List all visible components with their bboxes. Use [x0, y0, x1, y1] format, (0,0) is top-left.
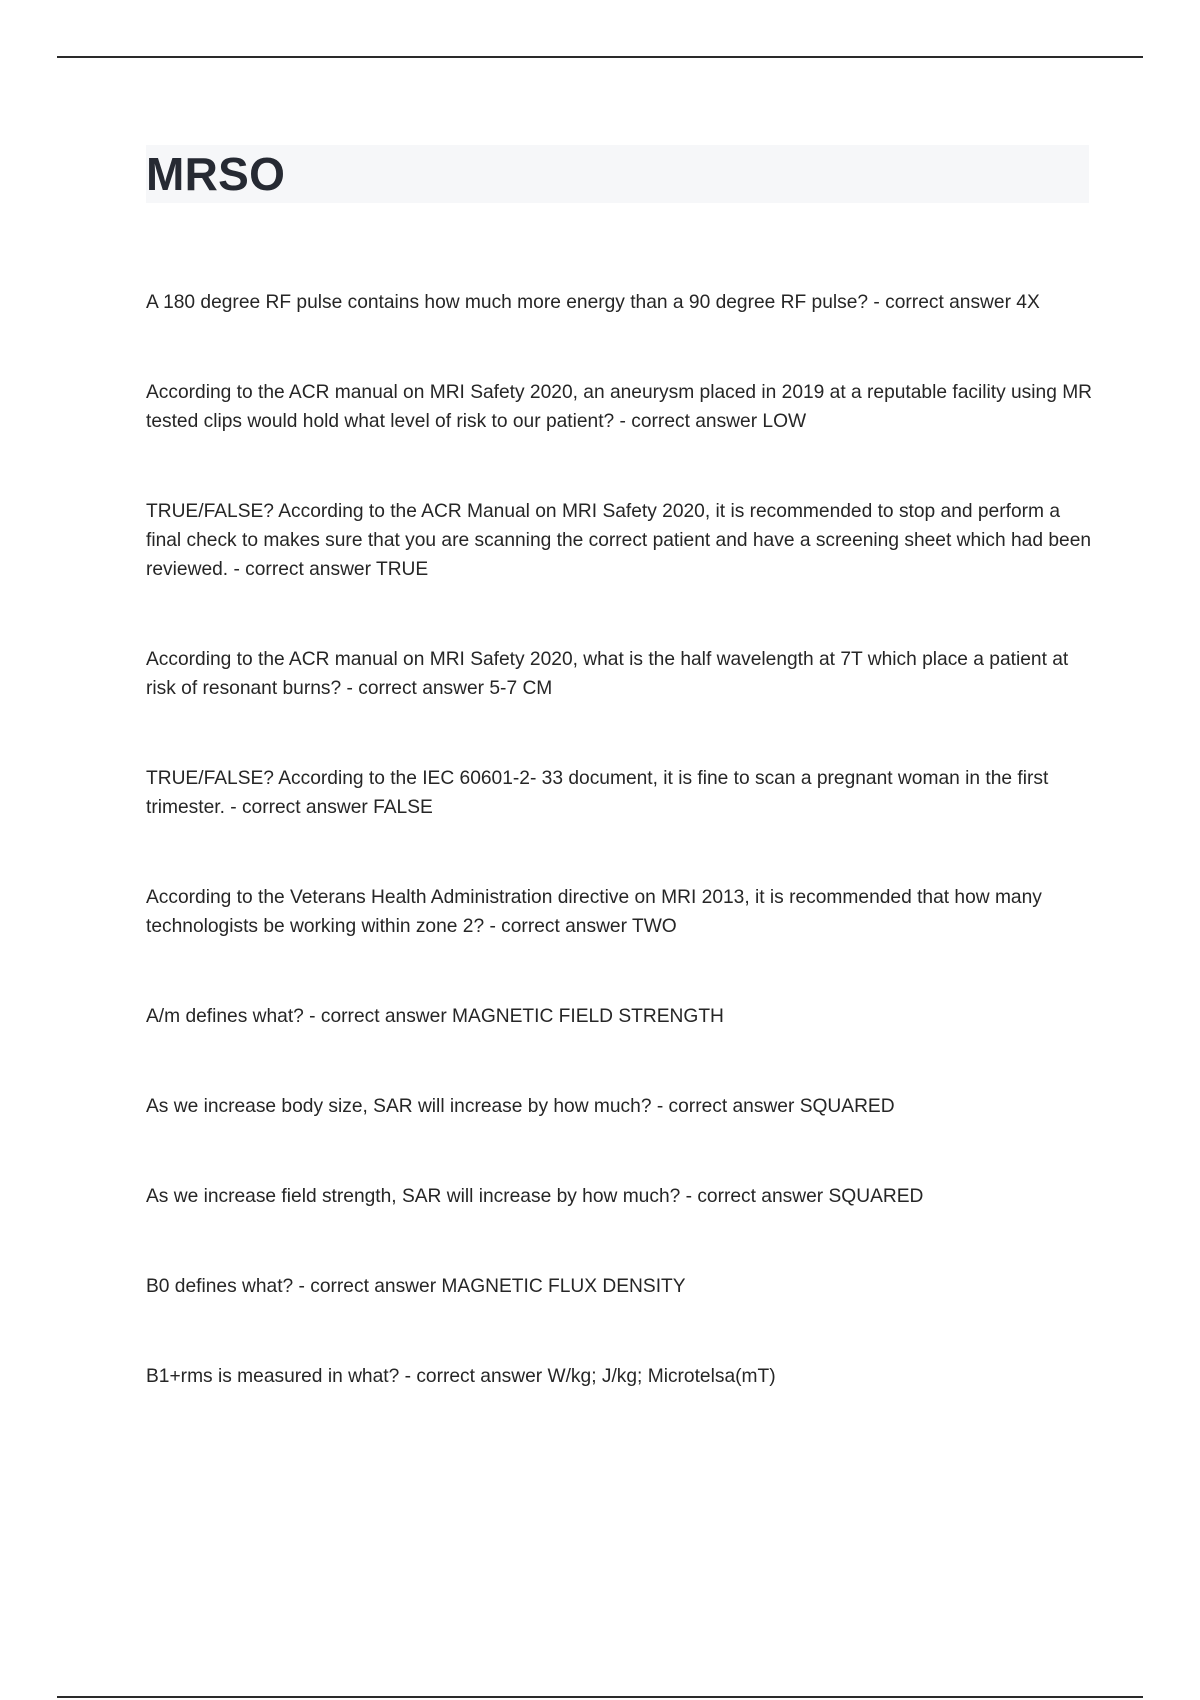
- qa-item-3: TRUE/FALSE? According to the ACR Manual on MRI Safety 2020, it is recommended to stop and perform a final check to makes sure that you are scanning the correct patient and have a screening sheet which had been reviewed. - correct answer TRUE: [146, 501, 1092, 580]
- qa-item-1: A 180 degree RF pulse contains how much more energy than a 90 degree RF pulse? - correct answer 4X: [146, 292, 1040, 313]
- qa-item-2: According to the ACR manual on MRI Safety 2020, an aneurysm placed in 2019 at a reputable facility using MR tested clips would hold what level of risk to our patient? - correct answer LOW: [146, 382, 1093, 432]
- qa-item-11: B1+rms is measured in what? - correct answer W/kg; J/kg; Microtelsa(mT): [146, 1366, 776, 1387]
- top-rule: [57, 56, 1143, 58]
- qa-list: [146, 288, 1094, 1452]
- title-block: [146, 145, 1089, 203]
- qa-item-8: As we increase body size, SAR will increase by how much? - correct answer SQUARED: [146, 1096, 895, 1117]
- document-title: MRSO: [146, 148, 286, 200]
- qa-item-9: As we increase field strength, SAR will increase by how much? - correct answer SQUARED: [146, 1186, 924, 1207]
- qa-item-10: B0 defines what? - correct answer MAGNETIC FLUX DENSITY: [146, 1276, 686, 1297]
- qa-item-7: A/m defines what? - correct answer MAGNETIC FIELD STRENGTH: [146, 1006, 724, 1027]
- bottom-rule: [57, 1696, 1143, 1698]
- qa-item-5: TRUE/FALSE? According to the IEC 60601-2- 33 document, it is fine to scan a pregnant woman in the first trimester. - correct answer FALSE: [146, 768, 1049, 818]
- qa-item-4: According to the ACR manual on MRI Safety 2020, what is the half wavelength at 7T which place a patient at risk of resonant burns? - correct answer 5-7 CM: [146, 649, 1069, 699]
- qa-item-6: According to the Veterans Health Administration directive on MRI 2013, it is recommended that how many technologists be working within zone 2? - correct answer TWO: [146, 887, 1042, 937]
